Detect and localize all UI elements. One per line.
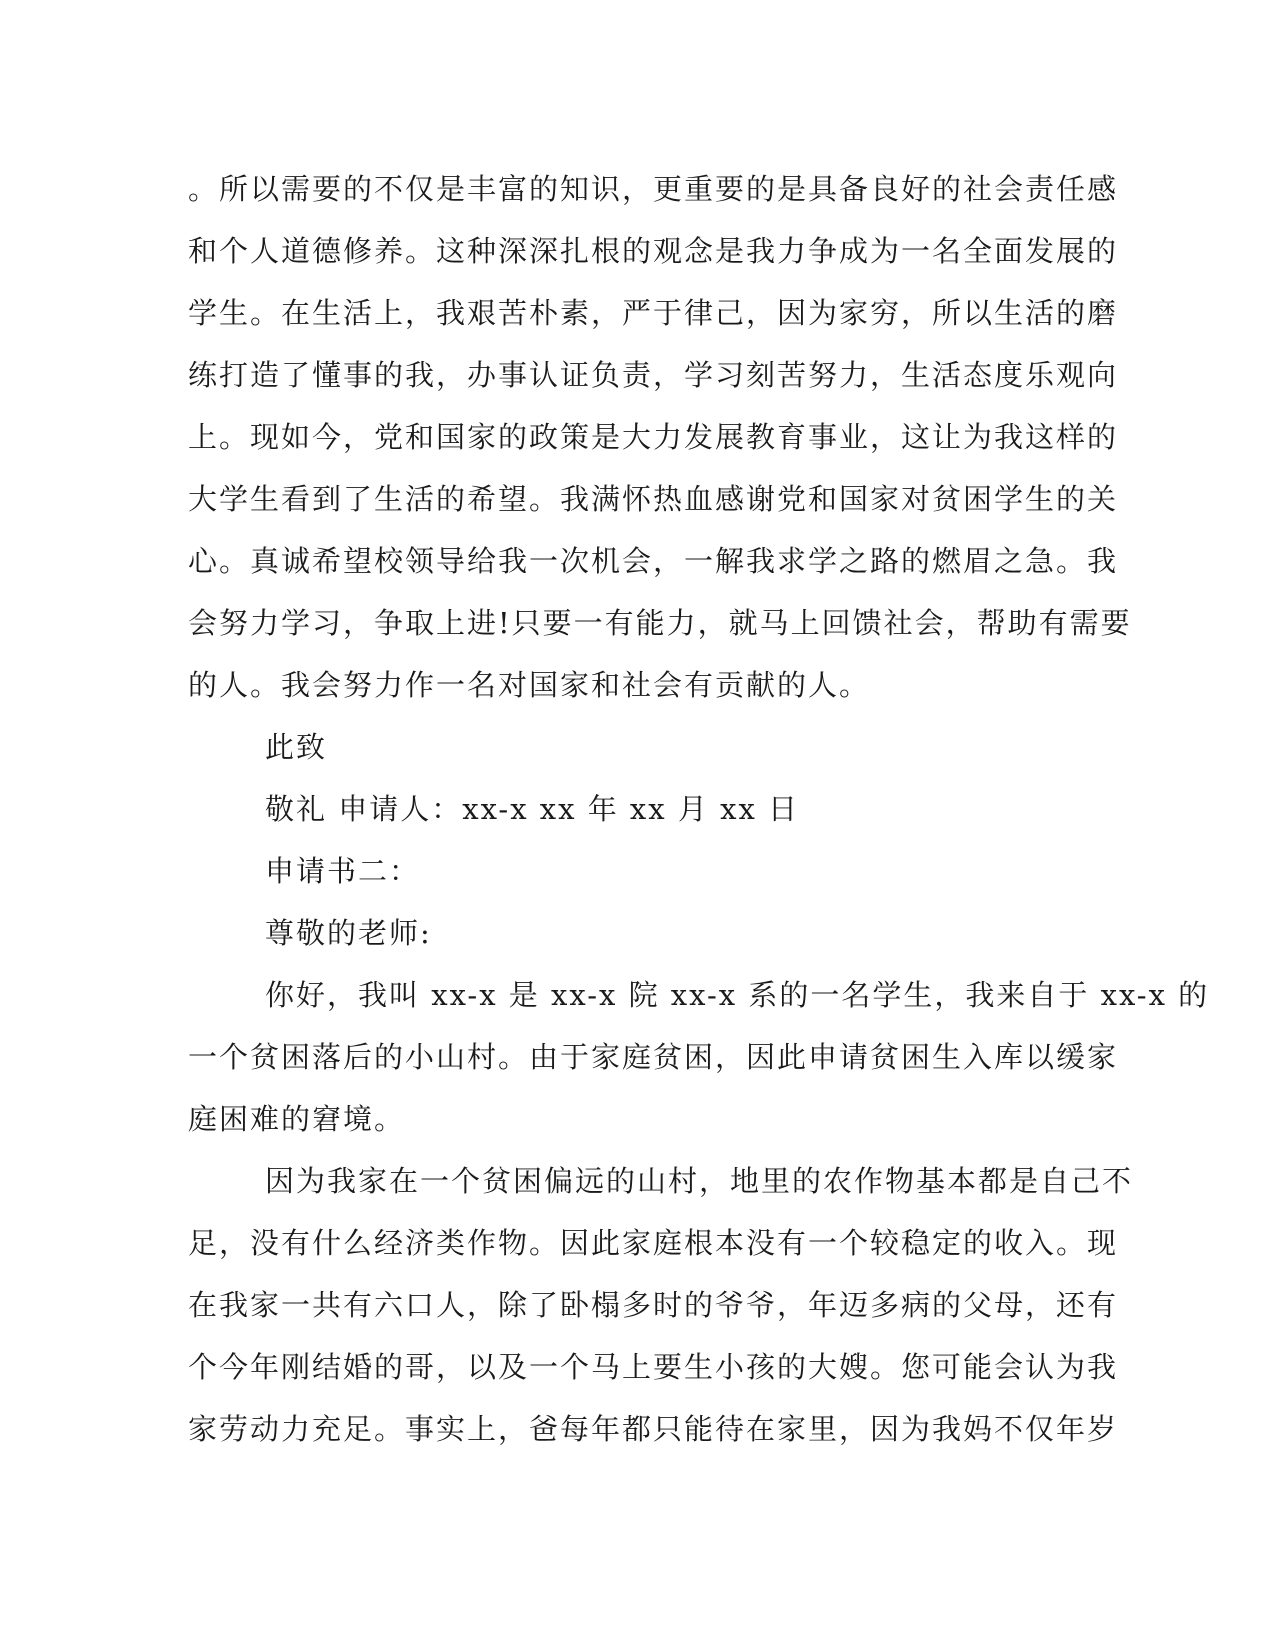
text-line: 会努力学习，争取上进!只要一有能力，就马上回馈社会，帮助有需要 xyxy=(188,606,1132,640)
document-body xyxy=(188,158,1210,1460)
text-line: 你好，我叫 xx-x 是 xx-x 院 xx-x 系的一名学生，我来自于 xx-x 的 xyxy=(265,978,1210,1012)
section-heading: 申请书二： xyxy=(265,854,421,888)
closing-salutation: 此致 xyxy=(265,730,328,764)
text-line: 的人。我会努力作一名对国家和社会有贡献的人。 xyxy=(188,668,871,702)
text-line: 庭困难的窘境。 xyxy=(188,1102,406,1136)
text-line: 在我家一共有六口人，除了卧榻多时的爷爷，年迈多病的父母，还有 xyxy=(188,1288,1119,1322)
greeting-line: 尊敬的老师: xyxy=(265,916,432,950)
text-line: 个今年刚结婚的哥，以及一个马上要生小孩的大嫂。您可能会认为我 xyxy=(188,1350,1119,1384)
text-line: 足，没有什么经济类作物。因此家庭根本没有一个较稳定的收入。现 xyxy=(188,1226,1119,1260)
text-line: 。所以需要的不仅是丰富的知识，更重要的是具备良好的社会责任感 xyxy=(188,172,1119,206)
text-line: 学生。在生活上，我艰苦朴素，严于律己，因为家穷，所以生活的磨 xyxy=(188,296,1119,330)
text-line: 因为我家在一个贫困偏远的山村，地里的农作物基本都是自己不 xyxy=(265,1164,1134,1198)
text-line: 心。真诚希望校领导给我一次机会，一解我求学之路的燃眉之急。我 xyxy=(188,544,1119,578)
text-line: 和个人道德修养。这种深深扎根的观念是我力争成为一名全面发展的 xyxy=(188,234,1119,268)
text-line: 家劳动力充足。事实上，爸每年都只能待在家里，因为我妈不仅年岁 xyxy=(188,1412,1119,1446)
text-line: 练打造了懂事的我，办事认证负责，学习刻苦努力，生活态度乐观向 xyxy=(188,358,1119,392)
text-line: 大学生看到了生活的希望。我满怀热血感谢党和国家对贫困学生的关 xyxy=(188,482,1119,516)
signature-line: 敬礼 申请人：xx-x xx 年 xx 月 xx 日 xyxy=(265,792,800,826)
text-line: 一个贫困落后的小山村。由于家庭贫困，因此申请贫困生入库以缓家 xyxy=(188,1040,1119,1074)
text-line: 上。现如今，党和国家的政策是大力发展教育事业，这让为我这样的 xyxy=(188,420,1119,454)
